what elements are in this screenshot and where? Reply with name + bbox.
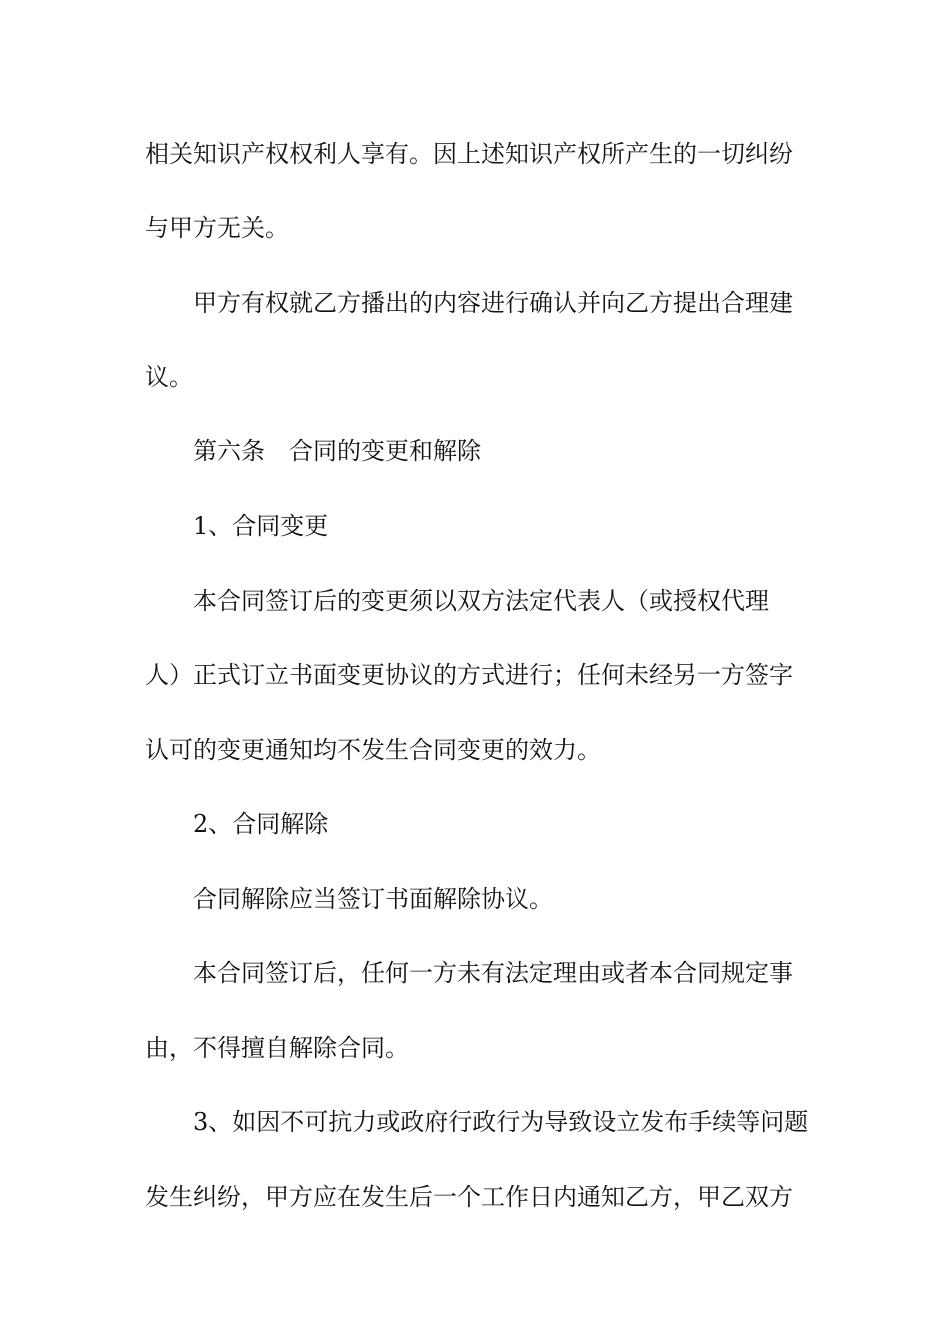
paragraph-line: 由，不得擅自解除合同。: [145, 1034, 409, 1062]
paragraph-line: 相关知识产权权利人享有。因上述知识产权所产生的一切纠纷: [145, 140, 793, 168]
paragraph-line: 本合同签订后，任何一方未有法定理由或者本合同规定事: [193, 959, 793, 987]
paragraph-line: 本合同签订后的变更须以双方法定代表人（或授权代理: [193, 587, 769, 615]
section-heading: 第六条 合同的变更和解除: [193, 437, 481, 465]
subsection-heading: 1、合同变更: [193, 512, 329, 540]
paragraph-line: 发生纠纷，甲方应在发生后一个工作日内通知乙方，甲乙双方: [145, 1183, 793, 1211]
paragraph-line: 3、如因不可抗力或政府行政行为导致设立发布手续等问题: [193, 1108, 809, 1136]
paragraph-line: 认可的变更通知均不发生合同变更的效力。: [145, 736, 601, 764]
paragraph-line: 议。: [145, 363, 193, 391]
subsection-heading: 2、合同解除: [193, 810, 329, 838]
paragraph-line: 与甲方无关。: [145, 214, 289, 242]
paragraph-line: 甲方有权就乙方播出的内容进行确认并向乙方提出合理建: [193, 289, 793, 317]
paragraph-line: 人）正式订立书面变更协议的方式进行；任何未经另一方签字: [145, 661, 793, 689]
paragraph-line: 合同解除应当签订书面解除协议。: [193, 885, 553, 913]
